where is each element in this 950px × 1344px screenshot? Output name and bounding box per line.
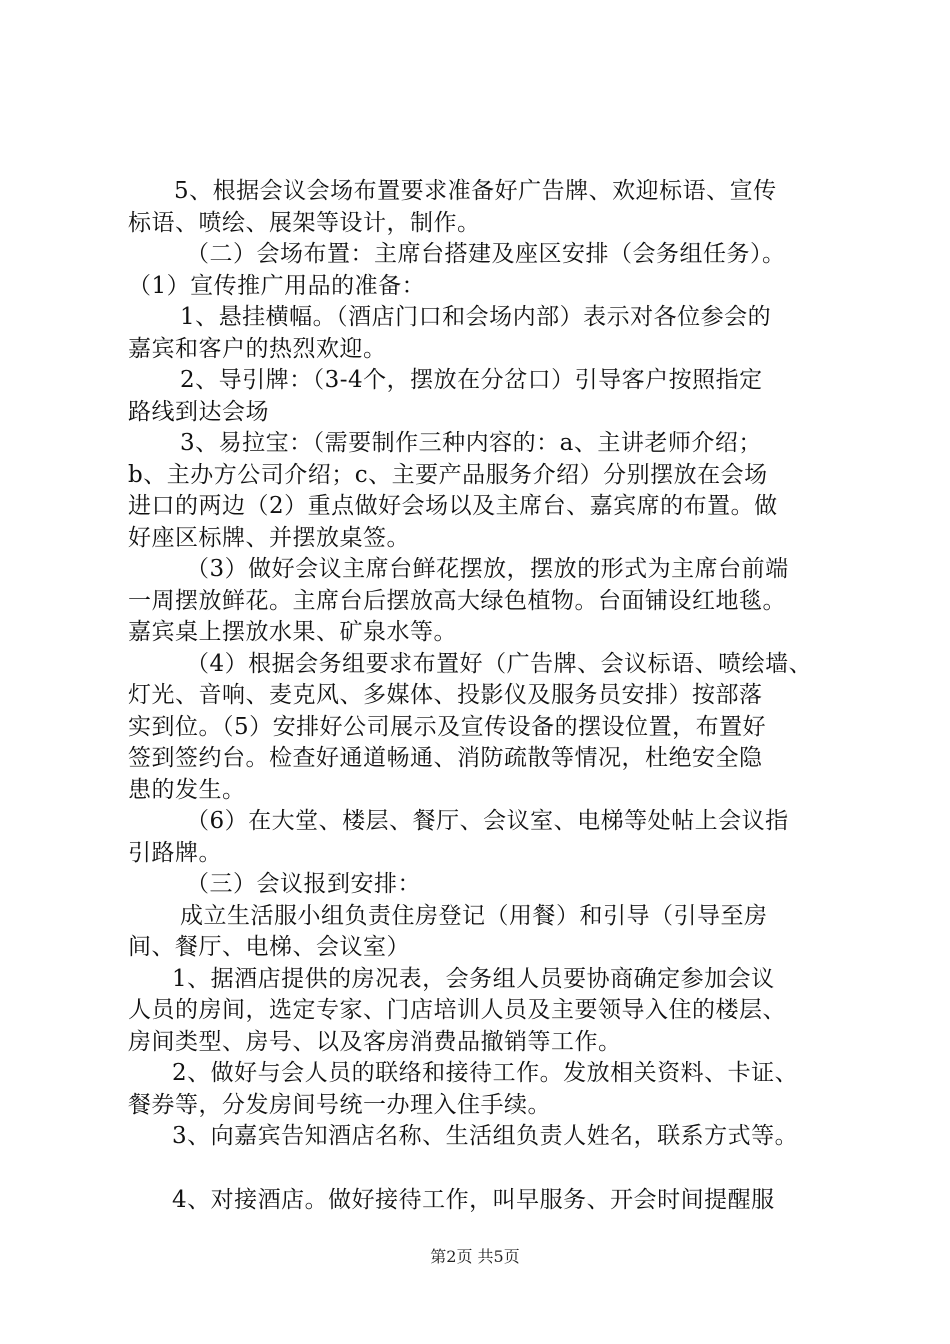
paragraph-line: （3）做好会议主席台鲜花摆放，摆放的形式为主席台前端 — [186, 556, 789, 582]
paragraph-line: 一周摆放鲜花。主席台后摆放高大绿色植物。台面铺设红地毯。 — [128, 587, 786, 614]
paragraph-line: 嘉宾和客户的热烈欢迎。 — [128, 335, 387, 362]
paragraph-line: （1）宣传推广用品的准备： — [128, 272, 426, 299]
page-number-footer: 第2页 共5页 — [430, 1247, 520, 1266]
paragraph-line: 5、根据会议会场布置要求准备好广告牌、欢迎标语、宣传 — [174, 178, 777, 204]
paragraph-line: 3、易拉宝：（需要制作三种内容的：a、主讲老师介绍； — [180, 430, 762, 456]
paragraph-line: 间、餐厅、电梯、会议室） — [128, 934, 410, 960]
paragraph-line: 成立生活服小组负责住房登记（用餐）和引导（引导至房 — [180, 902, 768, 929]
paragraph-line: 1、悬挂横幅。（酒店门口和会场内部）表示对各位参会的 — [180, 304, 772, 330]
paragraph-line: 餐券等，分发房间号统一办理入住手续。 — [128, 1091, 551, 1118]
paragraph-line: （三）会议报到安排： — [186, 871, 421, 897]
paragraph-line: （6）在大堂、楼层、餐厅、会议室、电梯等处帖上会议指 — [186, 808, 789, 834]
paragraph-line: 2、导引牌：（3-4个，摆放在分岔口）引导客户按照指定 — [180, 367, 763, 393]
paragraph-line: 灯光、音响、麦克风、多媒体、投影仪及服务员安排）按部落 — [128, 682, 763, 708]
body-text — [128, 176, 846, 1216]
paragraph-line: （4）根据会务组要求布置好（广告牌、会议标语、喷绘墙、 — [186, 650, 813, 677]
paragraph-line: 路线到达会场 — [128, 398, 269, 425]
paragraph-line: 房间类型、房号、以及客房消费品撤销等工作。 — [128, 1028, 622, 1055]
paragraph-line: 嘉宾桌上摆放水果、矿泉水等。 — [128, 619, 457, 645]
paragraph-line: 签到签约台。检查好通道畅通、消防疏散等情况，杜绝安全隐 — [128, 745, 763, 771]
paragraph-line: 4、对接酒店。做好接待工作，叫早服务、开会时间提醒服 — [172, 1186, 775, 1213]
paragraph-line: 3、向嘉宾告知酒店名称、生活组负责人姓名，联系方式等。 — [172, 1123, 799, 1149]
paragraph-line: 人员的房间，选定专家、门店培训人员及主要领导入住的楼层、 — [128, 997, 786, 1023]
paragraph-line: 患的发生。 — [128, 776, 246, 803]
paragraph-line: 引路牌。 — [128, 839, 222, 866]
paragraph-line: （二）会场布置：主席台搭建及座区安排（会务组任务）。 — [186, 241, 786, 267]
paragraph-line: b、主办方公司介绍；c、主要产品服务介绍）分别摆放在会场 — [128, 461, 768, 488]
paragraph-line: 2、做好与会人员的联络和接待工作。发放相关资料、卡证、 — [172, 1060, 799, 1086]
paragraph-line: 实到位。（5）安排好公司展示及宣传设备的摆设位置，布置好 — [128, 713, 767, 740]
paragraph-line: 标语、喷绘、展架等设计，制作。 — [128, 209, 481, 236]
paragraph-line: 1、据酒店提供的房况表，会务组人员要协商确定参加会议 — [172, 965, 775, 992]
paragraph-spacer — [128, 1153, 846, 1185]
paragraph-line: 好座区标牌、并摆放桌签。 — [128, 524, 410, 551]
paragraph-line: 进口的两边（2）重点做好会场以及主席台、嘉宾席的布置。做 — [128, 493, 778, 519]
